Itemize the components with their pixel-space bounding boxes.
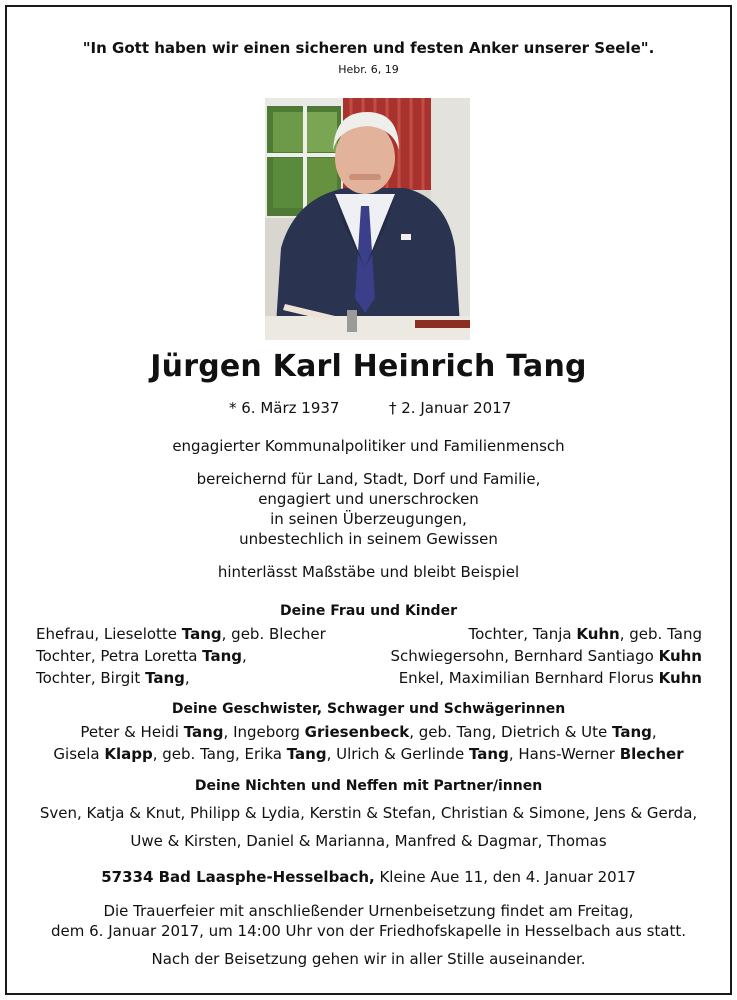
family-heading: Deine Frau und Kinder [280,603,457,619]
nephews-heading: Deine Nichten und Neffen mit Partner/innen [194,778,543,794]
death-date: † 2. Januar 2017 [389,399,512,417]
obituary-card [5,5,732,995]
bible-reference: Hebr. 6, 19 [338,63,399,76]
tribute-stanza-line: bereichernd für Land, Stadt, Dorf und Familie, [196,470,541,488]
siblings-line: Peter & Heidi Tang, Ingeborg Griesenbeck, geb. Tang, Dietrich & Ute Tang, [80,723,657,741]
tribute-stanza-line: unbestechlich in seinem Gewissen [239,530,498,548]
address-line: 57334 Bad Laasphe-Hesselbach, Kleine Aue 11, den 4. Januar 2017 [101,868,636,886]
family-member-right: Schwiegersohn, Bernhard Santiago Kuhn [390,647,702,665]
family-member-left: Ehefrau, Lieselotte Tang, geb. Blecher [36,625,326,643]
nephews-line: Sven, Katja & Knut, Philipp & Lydia, Kerstin & Stefan, Christian & Simone, Jens & Gerda, [39,804,698,822]
portrait-photo [265,98,470,340]
tribute-line: engagierter Kommunalpolitiker und Familienmensch [172,437,565,455]
farewell-line: Nach der Beisetzung gehen wir in aller Stille auseinander. [151,950,586,968]
siblings-heading: Deine Geschwister, Schwager und Schwägerinnen [171,701,566,717]
bible-quote: "In Gott haben wir einen sicheren und festen Anker unserer Seele". [82,39,655,57]
funeral-line: dem 6. Januar 2017, um 14:00 Uhr von der Friedhofskapelle in Hesselbach aus statt. [50,922,686,940]
nephews-line: Uwe & Kirsten, Daniel & Marianna, Manfred & Dagmar, Thomas [130,832,607,850]
siblings-line: Gisela Klapp, geb. Tang, Erika Tang, Ulrich & Gerlinde Tang, Hans-Werner Blecher [53,745,684,763]
family-member-right: Enkel, Maximilian Bernhard Florus Kuhn [398,669,702,687]
funeral-line: Die Trauerfeier mit anschließender Urnenbeisetzung findet am Freitag, [103,902,634,920]
family-member-left: Tochter, Birgit Tang, [36,669,190,687]
birth-date: * 6. März 1937 [229,399,340,417]
family-member-left: Tochter, Petra Loretta Tang, [36,647,247,665]
tribute-stanza-line: in seinen Überzeugungen, [270,510,467,528]
tribute-stanza-line: engagiert und unerschrocken [258,490,479,508]
tribute-closing: hinterlässt Maßstäbe und bleibt Beispiel [217,563,520,581]
family-member-right: Tochter, Tanja Kuhn, geb. Tang [468,625,702,643]
deceased-name: Jürgen Karl Heinrich Tang [150,349,587,384]
